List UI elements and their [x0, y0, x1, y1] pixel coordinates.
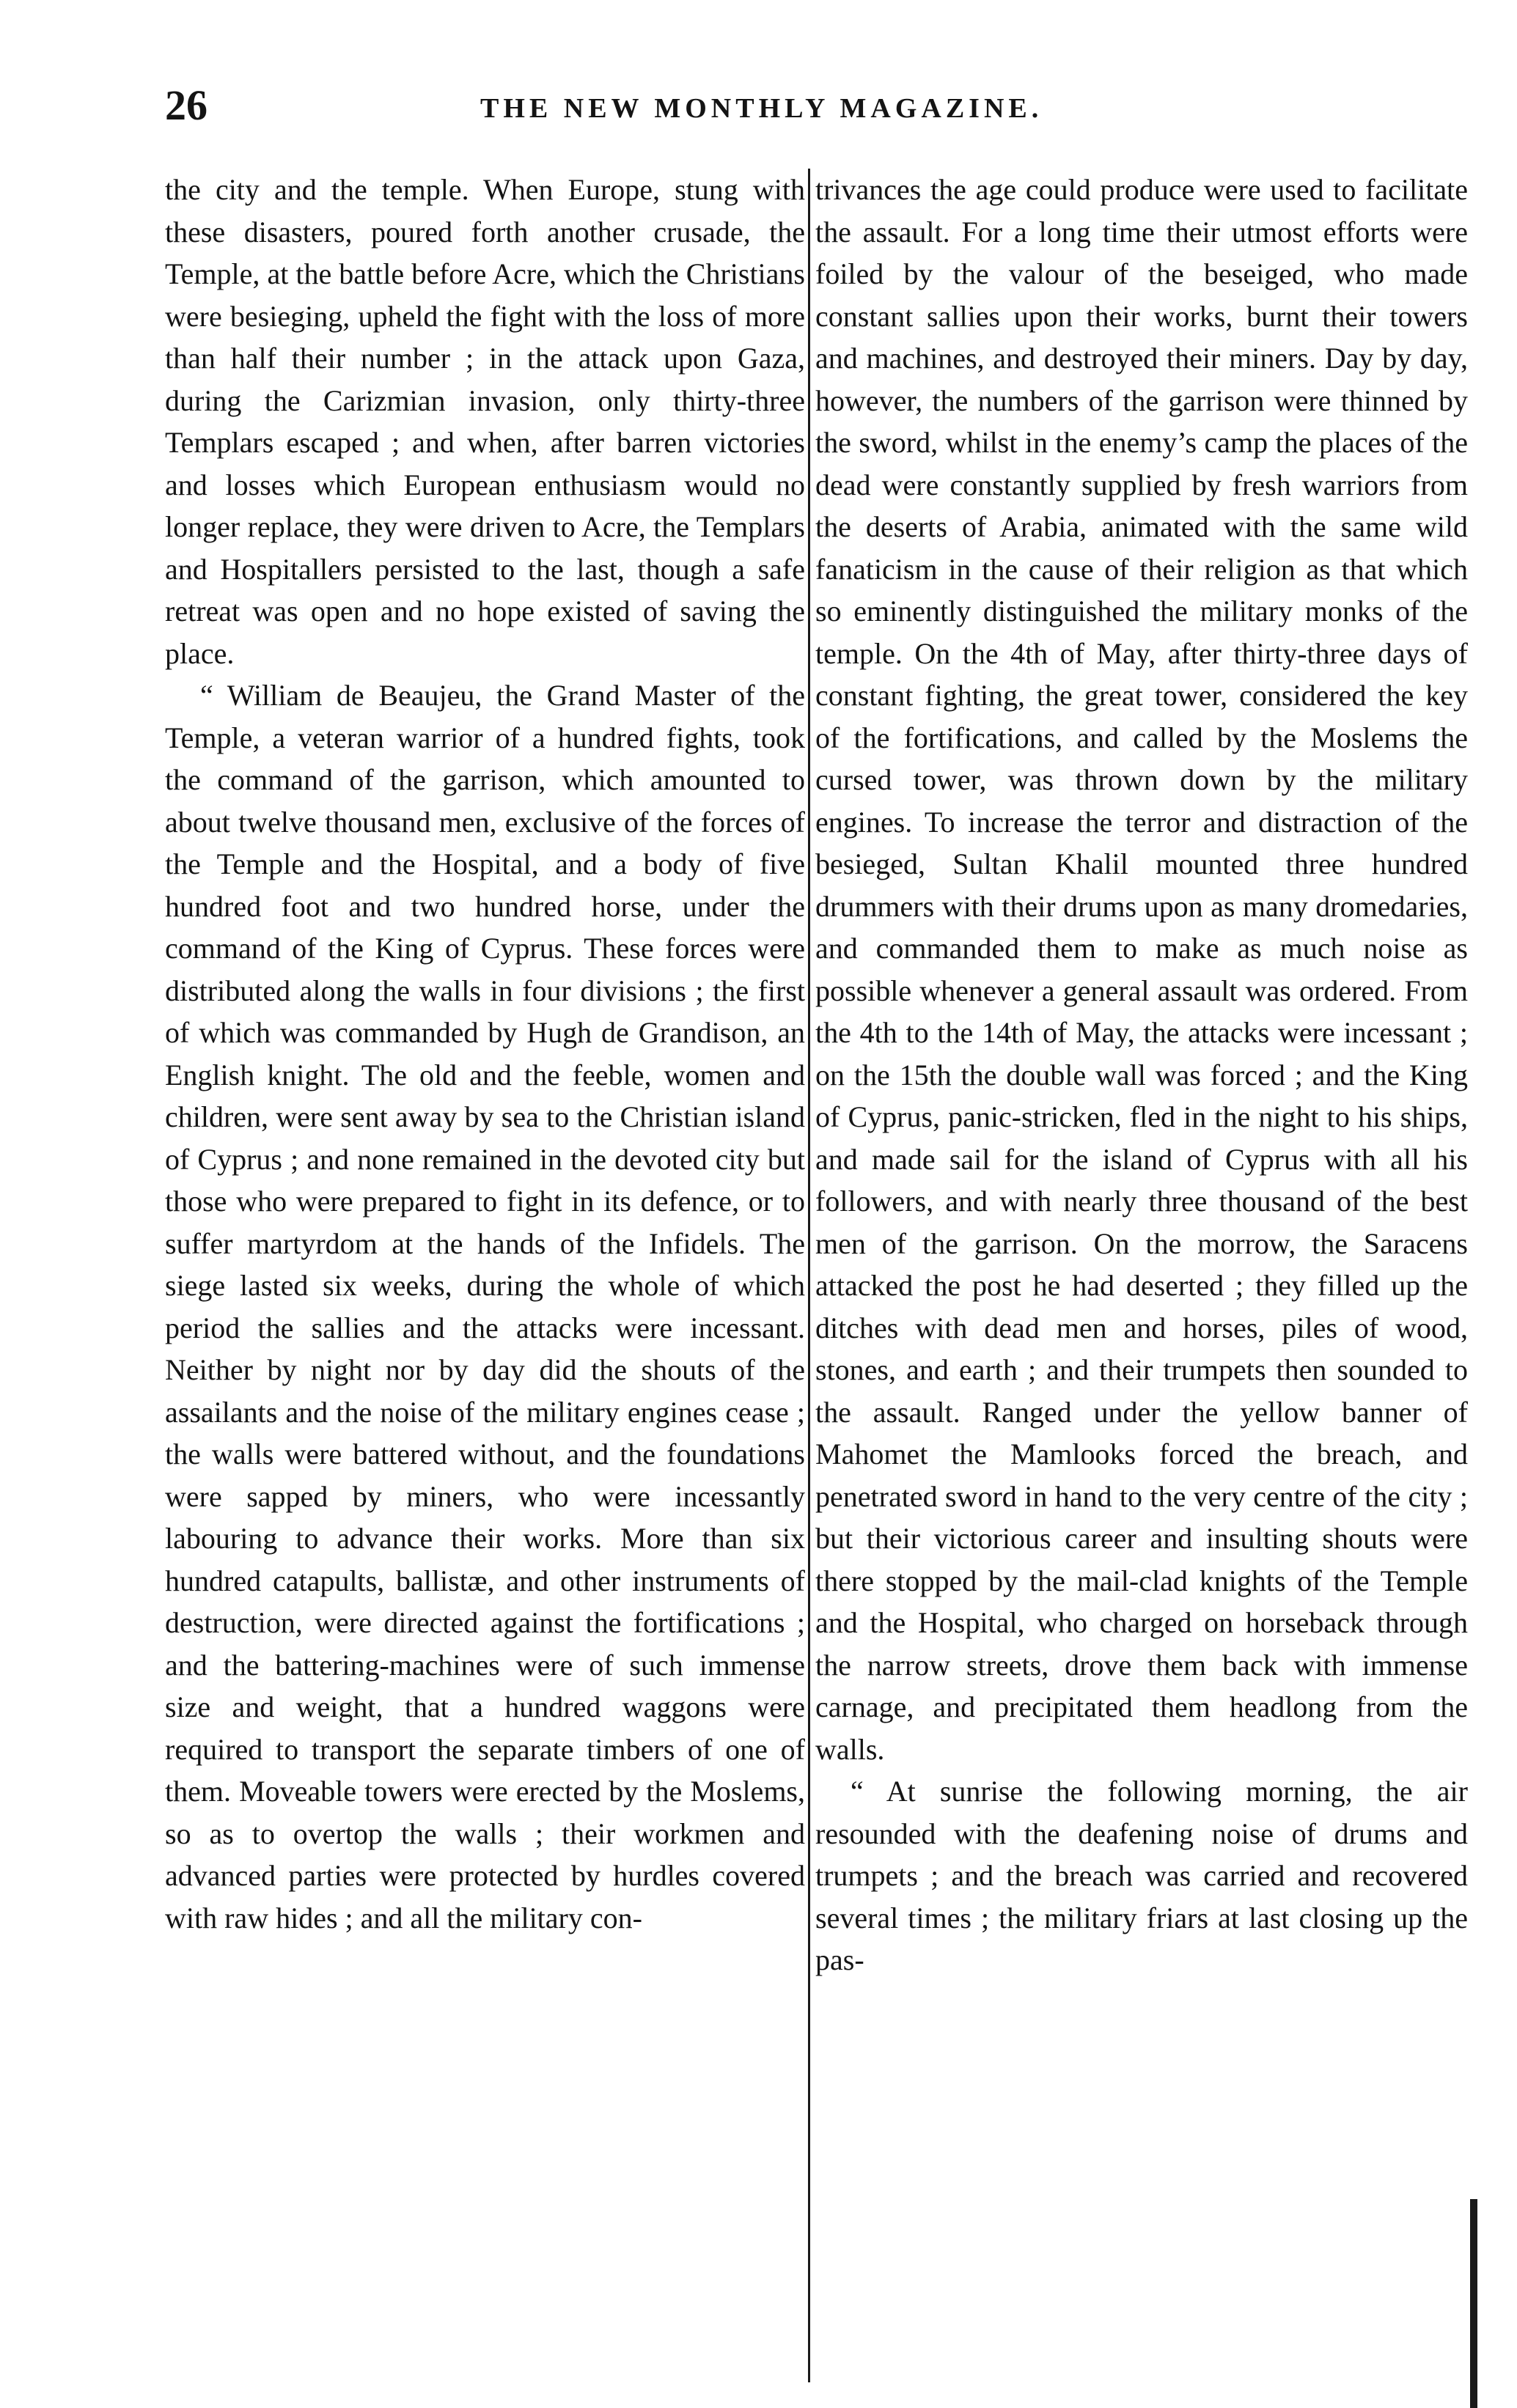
paragraph: trivances the age could produce were used to facilitate the assault. For a long time their utmost efforts were foiled by the valour of the beseiged, who made constant sallies upon their works, burnt their towers and machines, and destroyed their miners. Day by day, however, the numbers of the garrison were thinned by the sword, whilst in the enemy’s camp the places of the dead were constantly supplied by fresh warriors from the deserts of Arabia, animated with the same wild fanaticism in the cause of their religion as that which so eminently distinguished the military monks of the temple. On the 4th of May, after thirty-three days of constant fighting, the great tower, considered the key of the fortifications, and called by the Moslems the cursed tower, was thrown down by the military engines. To increase the terror and distraction of the besieged, Sultan Khalil mounted three hundred drummers with their drums upon as many dromedaries, and commanded them to make as much noise as possible whenever a general assault was ordered. From the 4th to the 14th of May, the attacks were incessant ; on the 15th the double wall was forced ; and the King of Cyprus, panic-stricken, fled in the night to his ships, and made sail for the island of Cyprus with all his followers, and with nearly three thousand of the best men of the garrison. On the morrow, the Saracens attacked the post he had deserted ; they filled up the ditches with dead men and horses, piles of wood, stones, and earth ; and their trumpets then sounded to the assault. Ranged under the yellow banner of Mahomet the Mamlooks forced the breach, and penetrated sword in hand to the very centre of the city ; but their victorious career and insulting shouts were there stopped by the mail-clad knights of the Temple and the Hospital, who charged on horseback through the narrow streets, drove them back with immense carnage, and precipitated them headlong from the walls.	[815, 173, 1468, 1766]
paragraph: the city and the temple. When Europe, stung with these disasters, poured forth another crusade, the Temple, at the battle before Acre, which the Christians were besieging, upheld the fight with the loss of more than half their number ; in the attack upon Gaza, during the Carizmian invasion, only thirty-three Templars escaped ; and when, after barren victories and losses which European enthusiasm would no longer replace, they were driven to Acre, the Templars and Hospitallers persisted to the last, though a safe retreat was open and no hope existed of saving the place.	[165, 173, 805, 670]
left-column	[165, 169, 805, 2404]
column-divider	[808, 169, 810, 2382]
page-number: 26	[165, 81, 207, 129]
page-edge-mark	[1470, 2199, 1477, 2408]
paragraph: “ William de Beaujeu, the Grand Master of the Temple, a veteran warrior of a hundred fights, took the command of the garrison, which amounted to about twelve thousand men, exclusive of the forces of the Temple and the Hospital, and a body of five hundred foot and two hundred horse, under the command of the King of Cyprus. These forces were distributed along the walls in four divisions ; the first of which was commanded by Hugh de Grandison, an English knight. The old and the feeble, women and children, were sent away by sea to the Christian island of Cyprus ; and none remained in the devoted city but those who were prepared to fight in its defence, or to suffer martyrdom at the hands of the Infidels. The siege lasted six weeks, during the whole of which period the sallies and the attacks were incessant. Neither by night nor by day did the shouts of the assailants and the noise of the military engines cease ; the walls were battered without, and the foundations were sapped by miners, who were incessantly labouring to advance their works. More than six hundred catapults, ballistæ, and other instruments of destruction, were directed against the fortifications ; and the battering-machines were of such immense size and weight, that a hundred waggons were required to transport the separate timbers of one of them. Moveable towers were erected by the Moslems, so as to overtop the walls ; their workmen and advanced parties were protected by hurdles covered with raw hides ; and all the military con-	[165, 679, 805, 1934]
page-header	[165, 81, 1158, 139]
right-column	[815, 169, 1468, 2404]
running-title: THE NEW MONTHLY MAGAZINE.	[480, 93, 1043, 124]
paragraph: “ At sunrise the following morning, the air resounded with the deafening noise of drums and trumpets ; and the breach was carried and recovered several times ; the military friars at last closing up the pas-	[815, 1775, 1468, 1976]
